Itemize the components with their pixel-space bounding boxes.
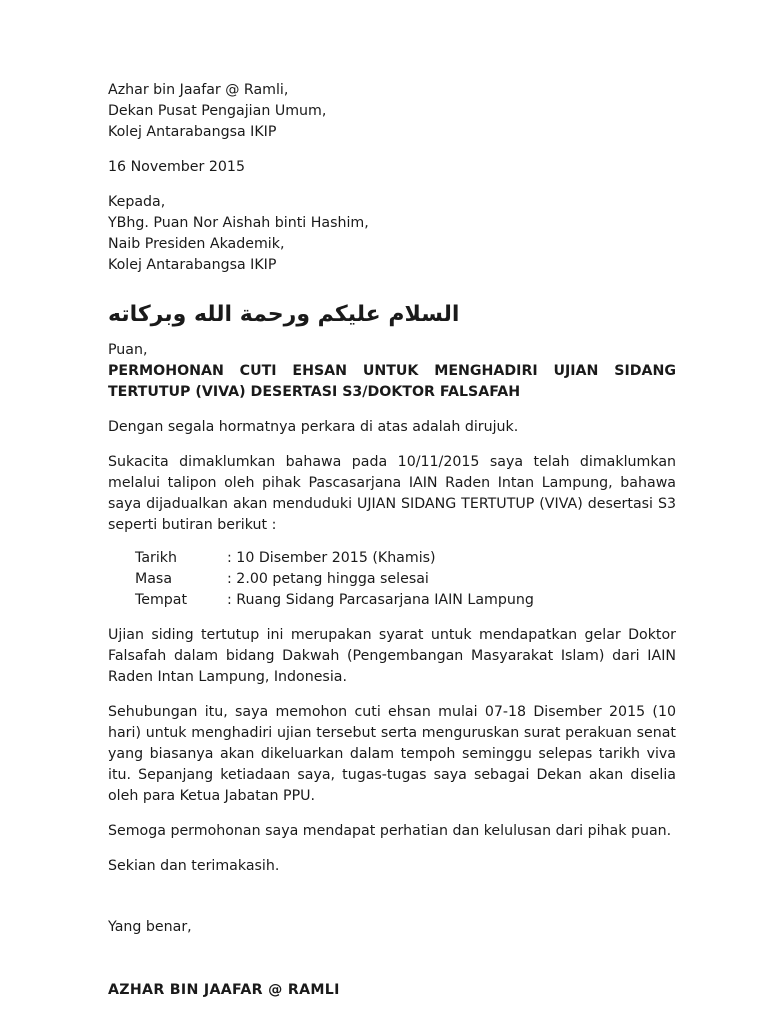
paragraph-requirement: Ujian siding tertutup ini merupakan syarat untuk mendapatkan gelar Doktor Falsafah dalam bidang Dakwah (Pengembangan Masyarakat Islam) dari IAIN Raden Intan Lampung, Indonesia. bbox=[108, 627, 676, 685]
arabic-greeting: السلام عليكم ورحمة الله وبركاته bbox=[108, 302, 460, 327]
recipient-name: YBhg. Puan Nor Aishah binti Hashim, bbox=[108, 215, 369, 231]
sender-position: Dekan Pusat Pengajian Umum, bbox=[108, 103, 327, 119]
detail-value: : Ruang Sidang Parcasarjana IAIN Lampung bbox=[227, 592, 534, 608]
sender-name: Azhar bin Jaafar @ Ramli, bbox=[108, 82, 289, 98]
recipient-institution: Kolej Antarabangsa IKIP bbox=[108, 257, 277, 273]
detail-label: Tarikh bbox=[135, 550, 177, 566]
closing: Yang benar, bbox=[108, 919, 192, 935]
signer-name: AZHAR BIN JAAFAR @ RAMLI bbox=[108, 982, 340, 998]
sender-block bbox=[108, 80, 676, 143]
detail-label: Masa bbox=[135, 571, 173, 587]
detail-row-time bbox=[135, 569, 676, 590]
sender-institution: Kolej Antarabangsa IKIP bbox=[108, 124, 277, 140]
recipient-block bbox=[108, 192, 676, 276]
detail-label: Tempat bbox=[135, 592, 188, 608]
letter-date: 16 November 2015 bbox=[108, 159, 245, 175]
paragraph-thanks: Sekian dan terimakasih. bbox=[108, 858, 280, 874]
detail-row-date bbox=[135, 548, 676, 569]
paragraph-intro: Dengan segala hormatnya perkara di atas adalah dirujuk. bbox=[108, 419, 519, 435]
paragraph-notice: Sukacita dimaklumkan bahawa pada 10/11/2015 saya telah dimaklumkan melalui talipon oleh pihak Pascasarjana IAIN Raden Intan Lampung, bahawa saya dijadualkan akan menduduki UJIAN SIDANG TERTUTUP (VIVA) desertasi S3 seperti butiran berikut : bbox=[108, 454, 676, 533]
paragraph-hope: Semoga permohonan saya mendapat perhatian dan kelulusan dari pihak puan. bbox=[108, 823, 672, 839]
recipient-to: Kepada, bbox=[108, 194, 166, 210]
recipient-position: Naib Presiden Akademik, bbox=[108, 236, 285, 252]
detail-value: : 2.00 petang hingga selesai bbox=[227, 571, 429, 587]
exam-details bbox=[135, 548, 676, 611]
salutation: Puan, bbox=[108, 342, 148, 358]
paragraph-leave-request: Sehubungan itu, saya memohon cuti ehsan mulai 07-18 Disember 2015 (10 hari) untuk menghadiri ujian tersebut serta menguruskan surat perakuan senat yang biasanya akan dikeluarkan dalam tempoh seminggu selepas tarikh viva itu. Sepanjang ketiadaan saya, tugas-tugas saya sebagai Dekan akan diselia oleh para Ketua Jabatan PPU. bbox=[108, 704, 676, 804]
detail-value: : 10 Disember 2015 (Khamis) bbox=[227, 550, 436, 566]
detail-row-place bbox=[135, 590, 676, 611]
letter-body bbox=[108, 80, 676, 1001]
letter-subject: PERMOHONAN CUTI EHSAN UNTUK MENGHADIRI UJIAN SIDANG TERTUTUP (VIVA) DESERTASI S3/DOKTOR FALSAFAH bbox=[108, 363, 676, 400]
